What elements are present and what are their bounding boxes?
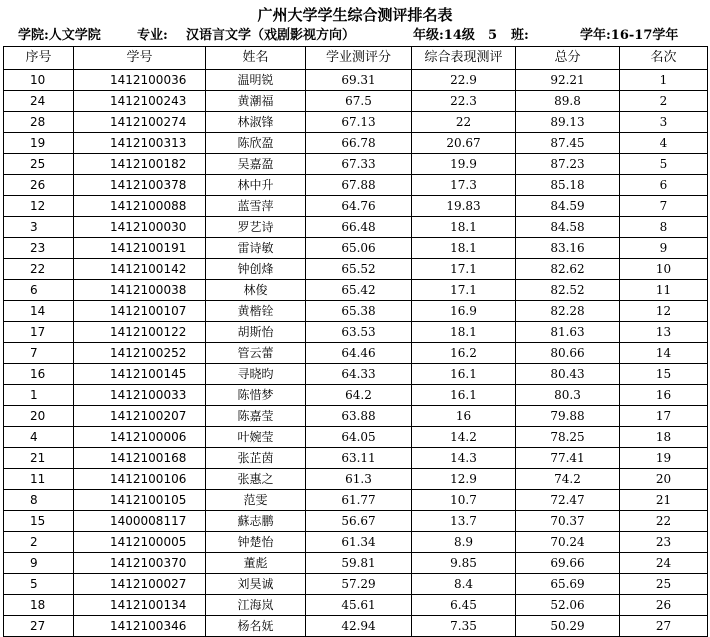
cell-comprehensive-score: 16.1: [412, 385, 516, 406]
cell-total: 77.41: [516, 448, 620, 469]
cell-academic-score: 67.5: [306, 91, 412, 112]
cell-rank: 5: [620, 154, 708, 175]
cell-student-id: 1412100145: [74, 364, 206, 385]
cell-rank: 18: [620, 427, 708, 448]
cell-student-id: 1412100106: [74, 469, 206, 490]
cell-total: 74.2: [516, 469, 620, 490]
cell-academic-score: 42.94: [306, 616, 412, 637]
cell-rank: 25: [620, 574, 708, 595]
cell-academic-score: 61.77: [306, 490, 412, 511]
cell-student-id: 1412100030: [74, 217, 206, 238]
header-name: 姓名: [206, 47, 306, 70]
cell-rank: 22: [620, 511, 708, 532]
cell-name: 寻晓昀: [206, 364, 306, 385]
cell-seq: 16: [4, 364, 74, 385]
cell-rank: 15: [620, 364, 708, 385]
cell-student-id: 1412100107: [74, 301, 206, 322]
cell-seq: 15: [4, 511, 74, 532]
cell-academic-score: 64.46: [306, 343, 412, 364]
cell-total: 85.18: [516, 175, 620, 196]
cell-academic-score: 63.88: [306, 406, 412, 427]
cell-seq: 23: [4, 238, 74, 259]
cell-comprehensive-score: 16: [412, 406, 516, 427]
cell-total: 89.8: [516, 91, 620, 112]
cell-name: 温明锐: [206, 70, 306, 91]
cell-seq: 27: [4, 616, 74, 637]
cell-academic-score: 59.81: [306, 553, 412, 574]
cell-rank: 3: [620, 112, 708, 133]
cell-total: 89.13: [516, 112, 620, 133]
cell-academic-score: 65.52: [306, 259, 412, 280]
cell-student-id: 1412100105: [74, 490, 206, 511]
cell-rank: 10: [620, 259, 708, 280]
cell-rank: 2: [620, 91, 708, 112]
cell-seq: 9: [4, 553, 74, 574]
table-row: [4, 595, 708, 616]
cell-name: 钟楚怡: [206, 532, 306, 553]
table-row: [4, 322, 708, 343]
cell-seq: 17: [4, 322, 74, 343]
cell-rank: 16: [620, 385, 708, 406]
cell-academic-score: 67.13: [306, 112, 412, 133]
table-row: [4, 490, 708, 511]
major-label: 专业:: [137, 28, 168, 43]
table-row: [4, 196, 708, 217]
cell-student-id: 1412100134: [74, 595, 206, 616]
table-row: [4, 112, 708, 133]
table-row: [4, 133, 708, 154]
cell-rank: 21: [620, 490, 708, 511]
cell-total: 80.43: [516, 364, 620, 385]
cell-name: 董彪: [206, 553, 306, 574]
cell-seq: 20: [4, 406, 74, 427]
cell-rank: 20: [620, 469, 708, 490]
cell-name: 陈欣盈: [206, 133, 306, 154]
cell-total: 69.66: [516, 553, 620, 574]
cell-total: 70.37: [516, 511, 620, 532]
header-row: [4, 47, 708, 70]
cell-name: 陈嘉莹: [206, 406, 306, 427]
cell-comprehensive-score: 18.1: [412, 217, 516, 238]
cell-student-id: 1412100191: [74, 238, 206, 259]
cell-seq: 14: [4, 301, 74, 322]
cell-name: 蘇志鹏: [206, 511, 306, 532]
cell-student-id: 1412100038: [74, 280, 206, 301]
cell-name: 雷诗敏: [206, 238, 306, 259]
cell-rank: 4: [620, 133, 708, 154]
cell-seq: 24: [4, 91, 74, 112]
cell-student-id: 1412100027: [74, 574, 206, 595]
cell-rank: 1: [620, 70, 708, 91]
cell-comprehensive-score: 16.1: [412, 364, 516, 385]
cell-name: 管云蕾: [206, 343, 306, 364]
cell-comprehensive-score: 17.3: [412, 175, 516, 196]
header-student-id: 学号: [74, 47, 206, 70]
cell-student-id: 1412100243: [74, 91, 206, 112]
cell-name: 黄潮福: [206, 91, 306, 112]
cell-comprehensive-score: 20.67: [412, 133, 516, 154]
cell-comprehensive-score: 17.1: [412, 280, 516, 301]
cell-name: 杨名妩: [206, 616, 306, 637]
table-row: [4, 427, 708, 448]
class-info-bar: [0, 26, 710, 46]
cell-academic-score: 63.53: [306, 322, 412, 343]
table-row: [4, 301, 708, 322]
cell-total: 72.47: [516, 490, 620, 511]
cell-name: 张惠之: [206, 469, 306, 490]
cell-academic-score: 67.88: [306, 175, 412, 196]
cell-seq: 8: [4, 490, 74, 511]
cell-seq: 19: [4, 133, 74, 154]
cell-total: 82.52: [516, 280, 620, 301]
cell-comprehensive-score: 18.1: [412, 238, 516, 259]
cell-student-id: 1412100033: [74, 385, 206, 406]
cell-student-id: 1412100182: [74, 154, 206, 175]
table-row: [4, 259, 708, 280]
cell-name: 范雯: [206, 490, 306, 511]
cell-rank: 11: [620, 280, 708, 301]
table-row: [4, 574, 708, 595]
cell-name: 林淑锋: [206, 112, 306, 133]
cell-student-id: 1412100142: [74, 259, 206, 280]
table-row: [4, 154, 708, 175]
cell-seq: 2: [4, 532, 74, 553]
cell-total: 80.66: [516, 343, 620, 364]
cell-seq: 21: [4, 448, 74, 469]
cell-total: 65.69: [516, 574, 620, 595]
cell-comprehensive-score: 6.45: [412, 595, 516, 616]
class-label: 班:: [511, 28, 529, 43]
cell-total: 70.24: [516, 532, 620, 553]
cell-comprehensive-score: 19.9: [412, 154, 516, 175]
cell-student-id: 1412100274: [74, 112, 206, 133]
cell-total: 78.25: [516, 427, 620, 448]
cell-comprehensive-score: 7.35: [412, 616, 516, 637]
cell-academic-score: 65.42: [306, 280, 412, 301]
cell-student-id: 1412100005: [74, 532, 206, 553]
cell-name: 林中升: [206, 175, 306, 196]
cell-comprehensive-score: 9.85: [412, 553, 516, 574]
cell-comprehensive-score: 8.4: [412, 574, 516, 595]
ranking-table: [3, 46, 708, 637]
cell-rank: 27: [620, 616, 708, 637]
cell-total: 87.45: [516, 133, 620, 154]
cell-academic-score: 56.67: [306, 511, 412, 532]
table-row: [4, 280, 708, 301]
cell-total: 83.16: [516, 238, 620, 259]
table-row: [4, 406, 708, 427]
cell-rank: 9: [620, 238, 708, 259]
cell-student-id: 1412100370: [74, 553, 206, 574]
cell-seq: 6: [4, 280, 74, 301]
academic-year-label: 学年:16-17学年: [580, 28, 679, 43]
cell-comprehensive-score: 22.3: [412, 91, 516, 112]
cell-seq: 7: [4, 343, 74, 364]
table-row: [4, 175, 708, 196]
header-academic-score: 学业测评分: [306, 47, 412, 70]
cell-comprehensive-score: 22: [412, 112, 516, 133]
cell-seq: 12: [4, 196, 74, 217]
table-row: [4, 469, 708, 490]
cell-academic-score: 63.11: [306, 448, 412, 469]
page-title: 广州大学学生综合测评排名表: [257, 6, 453, 24]
table-row: [4, 532, 708, 553]
cell-student-id: 1412100378: [74, 175, 206, 196]
cell-total: 52.06: [516, 595, 620, 616]
cell-student-id: 1412100313: [74, 133, 206, 154]
header-rank: 名次: [620, 47, 708, 70]
cell-rank: 14: [620, 343, 708, 364]
cell-rank: 6: [620, 175, 708, 196]
cell-seq: 3: [4, 217, 74, 238]
header-comprehensive-score: 综合表现测评: [412, 47, 516, 70]
cell-name: 林俊: [206, 280, 306, 301]
cell-seq: 1: [4, 385, 74, 406]
table-row: [4, 238, 708, 259]
cell-academic-score: 66.48: [306, 217, 412, 238]
cell-comprehensive-score: 19.83: [412, 196, 516, 217]
cell-name: 叶婉莹: [206, 427, 306, 448]
header-seq: 序号: [4, 47, 74, 70]
cell-seq: 22: [4, 259, 74, 280]
cell-student-id: 1412100122: [74, 322, 206, 343]
college-label: 学院:人文学院: [18, 28, 101, 43]
cell-total: 87.23: [516, 154, 620, 175]
cell-student-id: 1412100207: [74, 406, 206, 427]
cell-total: 81.63: [516, 322, 620, 343]
cell-total: 84.59: [516, 196, 620, 217]
cell-name: 罗艺诗: [206, 217, 306, 238]
cell-student-id: 1400008117: [74, 511, 206, 532]
table-row: [4, 343, 708, 364]
cell-rank: 12: [620, 301, 708, 322]
cell-comprehensive-score: 14.2: [412, 427, 516, 448]
cell-rank: 26: [620, 595, 708, 616]
cell-academic-score: 67.33: [306, 154, 412, 175]
cell-academic-score: 66.78: [306, 133, 412, 154]
cell-comprehensive-score: 12.9: [412, 469, 516, 490]
cell-total: 82.28: [516, 301, 620, 322]
cell-student-id: 1412100168: [74, 448, 206, 469]
table-row: [4, 553, 708, 574]
cell-comprehensive-score: 13.7: [412, 511, 516, 532]
cell-seq: 28: [4, 112, 74, 133]
cell-student-id: 1412100252: [74, 343, 206, 364]
cell-seq: 5: [4, 574, 74, 595]
major-name: 汉语言文学（戏剧影视方向）: [186, 28, 356, 43]
cell-seq: 10: [4, 70, 74, 91]
cell-comprehensive-score: 22.9: [412, 70, 516, 91]
cell-seq: 18: [4, 595, 74, 616]
table-row: [4, 91, 708, 112]
cell-rank: 13: [620, 322, 708, 343]
cell-academic-score: 65.06: [306, 238, 412, 259]
cell-student-id: 1412100088: [74, 196, 206, 217]
cell-student-id: 1412100346: [74, 616, 206, 637]
cell-academic-score: 64.2: [306, 385, 412, 406]
cell-total: 79.88: [516, 406, 620, 427]
cell-comprehensive-score: 14.3: [412, 448, 516, 469]
cell-rank: 17: [620, 406, 708, 427]
cell-name: 张芷茵: [206, 448, 306, 469]
table-row: [4, 511, 708, 532]
cell-student-id: 1412100006: [74, 427, 206, 448]
cell-name: 黄楷铨: [206, 301, 306, 322]
cell-rank: 23: [620, 532, 708, 553]
table-row: [4, 385, 708, 406]
table-row: [4, 448, 708, 469]
cell-academic-score: 57.29: [306, 574, 412, 595]
cell-name: 蓝雪萍: [206, 196, 306, 217]
cell-academic-score: 45.61: [306, 595, 412, 616]
cell-name: 胡斯怡: [206, 322, 306, 343]
cell-rank: 19: [620, 448, 708, 469]
cell-comprehensive-score: 17.1: [412, 259, 516, 280]
cell-academic-score: 64.76: [306, 196, 412, 217]
cell-name: 刘昊诚: [206, 574, 306, 595]
table-row: [4, 616, 708, 637]
cell-academic-score: 69.31: [306, 70, 412, 91]
cell-total: 80.3: [516, 385, 620, 406]
cell-academic-score: 61.34: [306, 532, 412, 553]
cell-academic-score: 65.38: [306, 301, 412, 322]
cell-seq: 25: [4, 154, 74, 175]
cell-student-id: 1412100036: [74, 70, 206, 91]
cell-name: 钟创烽: [206, 259, 306, 280]
cell-comprehensive-score: 8.9: [412, 532, 516, 553]
table-row: [4, 70, 708, 91]
header-total: 总分: [516, 47, 620, 70]
grade-label: 年级:14级: [413, 28, 475, 43]
cell-rank: 8: [620, 217, 708, 238]
cell-rank: 24: [620, 553, 708, 574]
cell-total: 84.58: [516, 217, 620, 238]
cell-total: 50.29: [516, 616, 620, 637]
table-row: [4, 217, 708, 238]
cell-seq: 11: [4, 469, 74, 490]
cell-seq: 4: [4, 427, 74, 448]
cell-comprehensive-score: 16.2: [412, 343, 516, 364]
cell-comprehensive-score: 18.1: [412, 322, 516, 343]
cell-seq: 26: [4, 175, 74, 196]
cell-academic-score: 61.3: [306, 469, 412, 490]
cell-comprehensive-score: 16.9: [412, 301, 516, 322]
table-row: [4, 364, 708, 385]
class-number: 5: [488, 28, 498, 43]
cell-name: 吴嘉盈: [206, 154, 306, 175]
cell-name: 陈惜梦: [206, 385, 306, 406]
cell-rank: 7: [620, 196, 708, 217]
cell-total: 92.21: [516, 70, 620, 91]
cell-name: 江海岚: [206, 595, 306, 616]
cell-academic-score: 64.33: [306, 364, 412, 385]
cell-academic-score: 64.05: [306, 427, 412, 448]
cell-total: 82.62: [516, 259, 620, 280]
cell-comprehensive-score: 10.7: [412, 490, 516, 511]
